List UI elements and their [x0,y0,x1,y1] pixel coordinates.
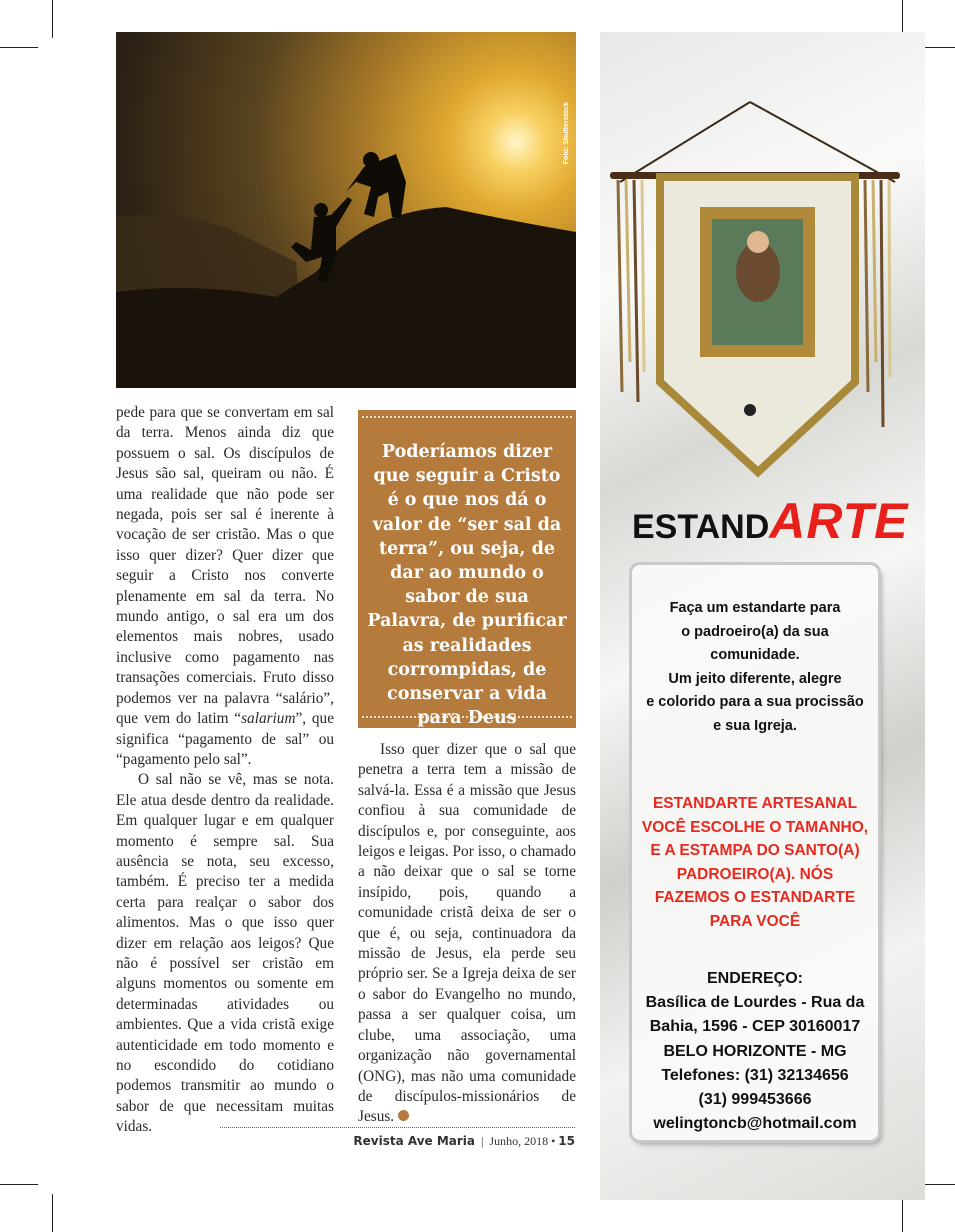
text-run: pede para que se convertam em sal da terra. Menos ainda diz que possuem o sal. Os discípulos de Jesus são sal, queiram ou não. É uma realidade que não pode ser negada, pois ser sal é inerente à vocação de ser cristão. Mas o que isso quer dizer? Quer dizer que seguir a Cristo nos converte plenamente em sal da terra. No mundo antigo, o sal era um dos elementos mais nobres, usado inclusive como pagamento nas transações comerciais. Fruto disso podemos ver na palavra “salário”, que vem do latim “ [116,404,334,728]
text-run: ”, que significa “pagamento de sal” ou “pagamento pelo sal”. [116,710,334,768]
ad-line: o padroeiro(a) da sua [681,623,829,640]
ad-line: PADROEIRO(A). NÓS [676,865,834,883]
article-photo-sunset-climbers [116,32,576,388]
phone-line: (31) 999453666 [698,1091,812,1109]
paragraph [116,403,334,770]
ad-line: PARA VOCÊ [709,912,801,930]
end-mark-icon [398,1110,409,1121]
article-column-right [358,740,576,1128]
email: welingtoncb@hotmail.com [653,1115,857,1133]
estandarte-advertisement [600,32,925,1200]
decorative-border [362,716,572,724]
crop-mark [0,47,38,48]
ad-line: Um jeito diferente, alegre [668,670,842,687]
ad-info-box [632,565,878,1140]
paragraph [358,740,576,1128]
address-line: Basílica de Lourdes - Rua da [645,994,865,1012]
footer-rule [220,1127,575,1128]
ad-line: FAZEMOS O ESTANDARTE [654,889,856,906]
logo-part-1: ESTAND [632,508,770,546]
bullet: • [551,1134,556,1148]
ad-line: comunidade. [710,647,800,663]
page-footer [353,1134,575,1149]
article-column-left [116,403,334,1138]
pull-quote-text: Poderíamos dizer que seguir a Cristo é o que nos dá o valor de “ser sal da terra”, ou seja, de dar ao mundo o sabor de sua Palavra, de purificar as realidades corrompidas, de conservar a vida para Deus [367,442,567,729]
phone-line: Telefones: (31) 32134656 [661,1066,849,1084]
photo-credit: Foto: Shutterstock [563,102,570,165]
address-label: ENDEREÇO: [706,970,803,987]
ad-contact [632,967,878,1136]
ad-offer [632,792,878,933]
separator: | [481,1134,484,1148]
page-number: 15 [558,1134,575,1148]
ad-line: VOCÊ ESCOLHE O TAMANHO, [641,818,869,836]
italic-term: salarium [241,710,296,728]
decorative-border [362,416,572,424]
ad-line: e colorido para a sua procissão [646,694,864,710]
address-line: Bahia, 1596 - CEP 30160017 [649,1018,861,1036]
pull-quote [358,410,576,728]
magazine-name: Revista Ave Maria [353,1134,476,1148]
logo-part-2: ARTE [769,493,909,549]
text-run: Isso quer dizer que o sal que penetra a terra tem a missão de salvá-la. Essa é a missão que Jesus confiou à sua comunidade de discípulos e, por conseguinte, aos leigos e leigas. Por isso, o chamado a não deixar que o sal se torne insípido, pois, quando a comunidade cristã deixa de ser o que é, ou seja, continuadora da missão de Jesus, ela perde seu próprio ser. Se a Igreja deixa de ser o sabor do Evangelho no mundo, passa a ser qualquer coisa, um clube, uma associação, uma organização não governamental (ONG), mas não uma comunidade de discípulos-missionários de Jesus. [358,741,576,1126]
paragraph: O sal não se vê, mas se nota. Ele atua desde dentro da realidade. Em qualquer lugar e em qualquer momento é sempre sal. Sua ausência se nota, seu excesso, também. É preciso ter a medida certa para realçar o sabor dos alimentos. Mas o que isso quer dizer em relação aos leigos? Que não é possível ser cristão em alguns momentos ou somente em determinadas atividades ou ambientes. Que a vida cristã exige autenticidade em todo momento e no escondido do cotidiano podemos transmitir ao mundo o sabor de que necessitam muitas vidas. [116,771,334,1136]
banner-illustration [600,32,925,492]
crop-mark [0,1184,38,1185]
ad-line: Faça um estandarte para [669,600,841,616]
issue-date: Junho, 2018 [489,1134,549,1148]
crop-mark [52,0,53,38]
ad-line: e sua Igreja. [713,717,797,734]
estandarte-logo [632,492,908,550]
ad-intro [632,597,878,738]
ad-line: ESTANDARTE ARTESANAL [652,795,858,812]
ad-line: E A ESTAMPA DO SANTO(A) [650,842,860,859]
address-city: BELO HORIZONTE - MG [663,1042,847,1060]
crop-mark [52,1194,53,1232]
